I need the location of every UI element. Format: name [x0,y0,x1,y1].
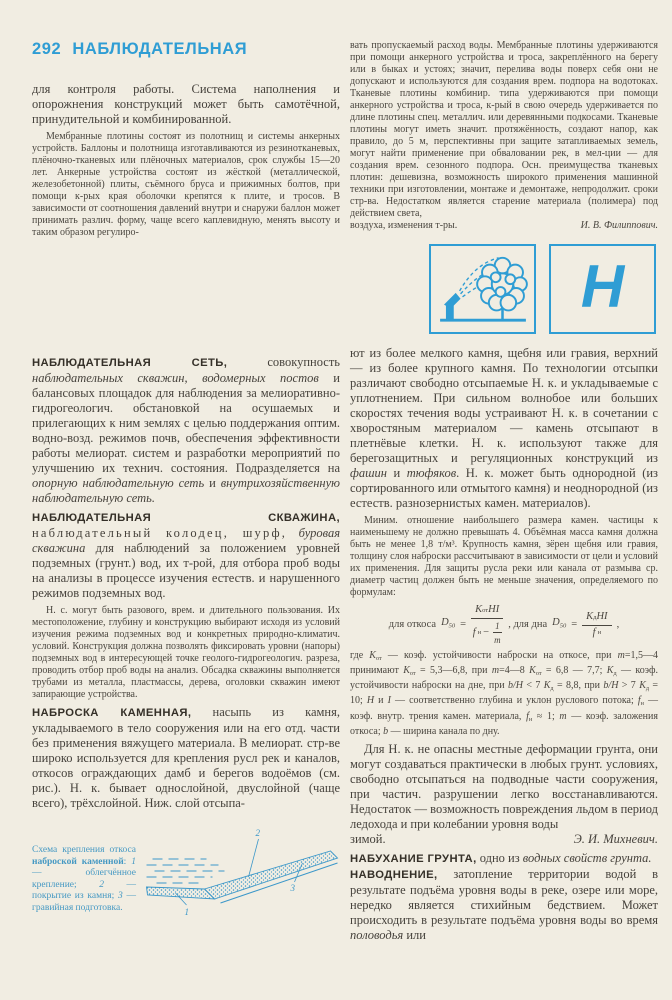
figure-label-1: 1 [184,907,189,917]
tree-crown [477,258,527,311]
fine-print-paragraph-membrane-cont: вать пропускаемый расход воды. Мембранные плотины удерживаются при помощи анкерного устройства и троса, закреплённого на берегу или в быках и устоях; значит, перелива воды поверх себя они не допускают и используются для создания врем. подпора на водотоках. Тканевые плотины комбинир. типа удерживаются при помощи анкерного устройства и троса, к-рый в свою очередь удерживается по длине плотины спец. металлич. или деревянными подкосами. Тканевые плотины могут иметь значит. протяжённость, создают напор, как правило, до 5 м, перспективны при защите затапливаемых земель, могут найти применение при обваловании рек, в мел-ции — для создания врем. сезонного подпора. Осн. преимущества тканевых плотин: дешевизна, возможность широкого применения машинной техники при изготовлении, монтаже и демонтаже, непродолжит. сроки стр-ва. Недостатком является старение материала (полимера) под действием света, [350,40,658,219]
slope-riprap-diagram [144,825,340,951]
formula-d50: для откоса $D_{50}$ = K от HI f н − $\frac{1}{m}$ , для дна $D_{50}$ = K д HI f н , [388,604,620,645]
fine-print-paragraph-membrane: Мембранные плотины состоят из полотнищ и системы анкерных устройств. Баллоны и полотнища изготавливаются из резинотканевых, плёночно-тканевых или плёночных материалов, срок службы 15—20 лет. Анкерные устройства состоят из жёсткой (металлической, железобетонной) плиты, съёмного бруса и прижимных болтов, при помощи к-рых края оболочки крепятся к плите, и тросов. В зависимости от соотношения давлений внутри и снаружи баллон может принимать различ. форму, чаще всего каплевидную, менять высоту и таким образом регулиро- [32,131,340,238]
page-number: 292 [32,40,62,58]
entry-nabuhanie-grunta: НАБУХАНИЕ ГРУНТА, одно из водных свойств грунта. [350,850,652,865]
entry-navodnenie: НАВОДНЕНИЕ, затопление территории водой в результате подъёма уровня воды в реке, озере или море, нередко является стихийным бедствием. Может происходить в результате подъёма уровня воды во время половодья или [350,866,658,942]
paragraph-nabroska-cont: ют из более мелкого камня, щебня или гравия, верхний — из более крупного камня. По технологии отсыпки различают свободно отсыпаемые Н. к. и укладываемые с уплотнением. При сильном волнобое или больших скоростях течения воды устраивают Н. к. в сочетании с хворостяным материалом — камень отсыпают в плетнёвые клетки. Н. к. используют также для берегозащитных и регуляционных конструкций из фашин и тюфяков. Н. к. может быть однородной (из сортированного или отмытого камня) и неоднородной (из естеств. разнозернистых камен. материалов). [350,346,658,510]
irrigation-plate [429,244,536,334]
formula-tail: , [616,619,620,630]
fraction-bottom: K д HI f н [582,611,611,639]
figure-label-2: 2 [255,828,260,838]
column-whitespace [32,239,340,355]
stone-band [205,851,338,899]
signature-line-2 [350,832,658,847]
sprinkler-tree-icon [434,250,532,328]
running-head-word: НАБЛЮДАТЕЛЬНАЯ [72,40,248,58]
formula-symbol-d50-2: $D_{50}$ [552,617,567,630]
entry-nabroska-kamennaya: НАБРОСКА КАМЕННАЯ, насыпь из камня, укладываемого в тело сооружения или на его отд. части без применения вяжущего материала. В мелиорат. стр-ве широко используется для крепления русл рек и каналов, откосов ограждающих дамб и берегов водоёмов (см. рис.). Н. к. бывает однослойной, двуслойной (чаще всего), трёхслойной. Ниж. слой отсыпа- [32,705,340,810]
right-column [350,40,658,951]
figure-caption: Схема крепления откоса наброской каменной: 1 — облегчённое крепление; 2 — покрытие из камня; 3 — гравийная подготовка. [32,845,137,913]
water-lines [147,859,225,883]
fine-print-paragraph-coefficients: где $K_{от}$ — коэф. устойчивости наброски на откосе, при m=1,5—4 принимают $K_{от}$ = 5,3—6,8, при m=4—8 $K_{от} = 6,8$ — 7,7; $K_д$ — коэф. устойчивости наброски на дне, при b/H < 7 $K_д = 8,8$, при b/H > 7 $K_д = 10$; H и I — соответственно глубина и уклон руслового потока; $f_н$ — коэф. внутр. трения камен. материала, $f_н \approx 1$; m — коэф. заложения откоса; b — ширина канала по дну. [350,650,659,737]
formula-lead: для откоса [388,619,437,630]
signature-line-1 [350,220,658,232]
formula-mid: , для дна [508,619,548,630]
base-strip [147,887,215,899]
fraction-slope: K от HI f н − $\frac{1}{m}$ [471,604,503,646]
formula-symbol-d50: $D_{50}$ [441,617,456,630]
entry-nablyudatelnaya-set: НАБЛЮДАТЕЛЬНАЯ СЕТЬ, совокупность наблюдательных скважин, водомерных постов и балансовых площадок для наблюдения за мелиоративно-гидрогеологич. обстановкой на осушаемых и прилегающих к ним землях с целью поддержания оптим. водно-возд. режимов почв, обеспечения эффективности работы мелиорат. систем и разработки мероприятий по улучшению их технич. состояния. Подразделяется на опорную наблюдательную сеть и внутрихозяйственную наблюдательную сеть. [32,355,340,505]
figure-label-3: 3 [290,883,295,893]
letter-plates [350,244,656,334]
fine-print-paragraph-minim: Миним. отношение наибольшего размера камен. частицы к наименьшему не должно превышать 4. Объёмная масса камня должна быть не менее 1,8 т/м³. Крупность камня, зёрен щебня или гравия, толщину слоя наброски рассчитывают в зависимости от цели и условий их применения. Для защиты русла реки или канала от размыва ср. диаметр частиц должен быть не меньше значения, определяемого по формулам: [350,515,658,598]
running-head [32,40,340,62]
last-line-text: воздуха, изменения т-ры. [350,220,458,231]
author-name: И. В. Филиппович. [580,220,658,231]
left-column [32,40,340,951]
continuation-paragraph: для контроля работы. Система наполнения и опорожнения конструкций может быть самотёчной, принудительной и комбинированной. [32,82,340,126]
entry-nablyudatelnaya-skvazhina: НАБЛЮДАТЕЛЬНАЯ СКВАЖИНА, наблюдательный колодец, шурф, буровая скважина для наблюдений за положением уровней подземных (грунт.) вод, их т-рой, для отбора проб воды на анализы в процессе изучения естеств. и нарушенного режимов подземных вод. [32,512,341,600]
section-letter: Н [580,253,625,320]
figure-block [32,825,340,951]
paragraph-deformations: Для Н. к. не опасны местные деформации грунта, они могут создаваться практически в любых грунт. условиях, свободно отсыпаться на подводные части сооружения, при частич. разрушении легко восстанавливаются. Недостаток — возможность повреждения льдом в период ледохода и при колебании уровня воды [350,741,658,831]
author-name: Э. И. Михневич. [573,831,658,846]
two-column-layout [32,40,658,951]
fine-print-paragraph-ns: Н. с. могут быть разового, врем. и длительного пользования. Их местоположение, глубину и конструкцию выбирают исходя из условий изучения режима подземных вод и конкретных природно-климатич. условий. Конструкция должна позволять фиксировать уровни (напоры) подземных вод в интересующей точке геолого-гидрогеологич. разреза, проводить отбор проб воды на анализ. Обсадка скважины выполняется трубами из металла, пластмассы, дерева, оголовки скважин имеют запирающие устройства. [32,605,340,700]
letter-plate [549,244,656,334]
last-line-text: зимой. [350,831,386,846]
